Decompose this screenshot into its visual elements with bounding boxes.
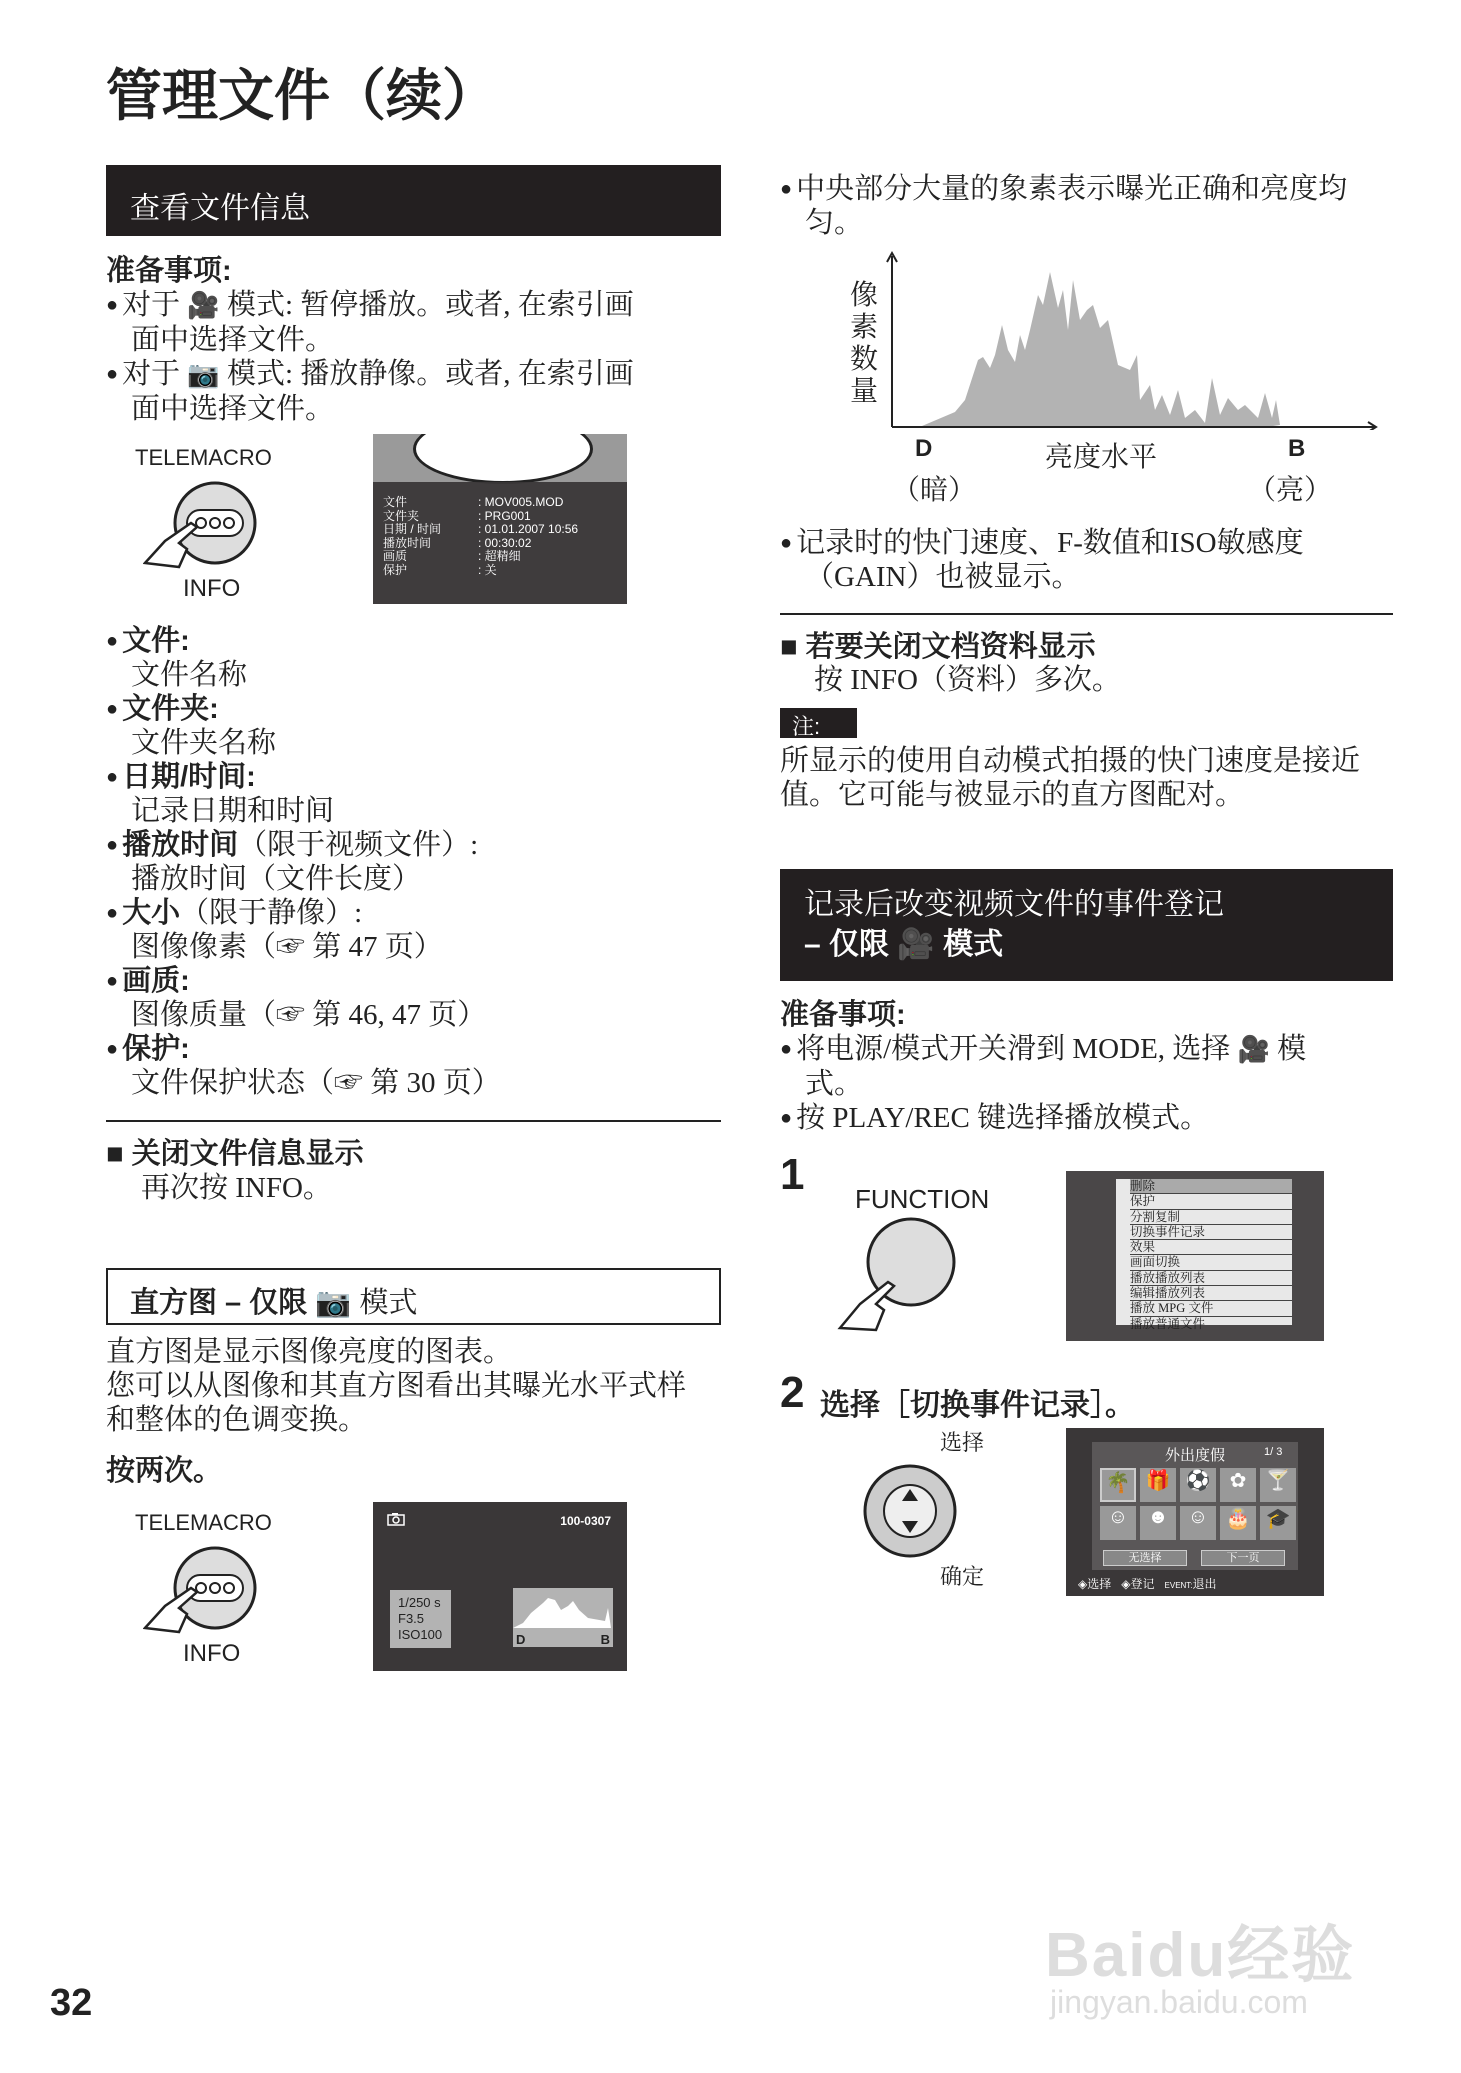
event-register-screen (1066, 1428, 1324, 1596)
item-term: ● 文件: (106, 624, 501, 658)
video-camera-icon: 🎥 (1237, 1035, 1270, 1064)
telemacro-label: TELEMACRO (135, 1510, 272, 1535)
event-title: 外出度假 (1164, 1448, 1225, 1464)
divider (780, 613, 1393, 615)
histogram-screen (373, 1502, 627, 1671)
item-desc: 文件夹名称 (131, 727, 277, 759)
close-display-desc: 按 INFO（资料）多次。 (814, 664, 1121, 696)
item-desc: 文件保护状态（☞ 第 30 页） (131, 1067, 501, 1099)
video-camera-icon: 🎥 (187, 291, 220, 320)
label: 文件 (383, 495, 408, 509)
note-line: 所显示的使用自动模式拍摄的快门速度是接近 (780, 745, 1361, 777)
item-desc: 记录日期和时间 (131, 795, 335, 827)
value: : 关 (478, 562, 497, 577)
graduate-icon[interactable]: 🎓 (1260, 1506, 1296, 1540)
histogram-diagram (840, 250, 1380, 506)
next-page-button[interactable]: 下一页 (1201, 1550, 1285, 1566)
file-info-screen (373, 434, 627, 604)
file-info-items (106, 624, 501, 1100)
item-desc: 图像像素（☞ 第 47 页） (131, 931, 443, 963)
note-label: 注: (780, 708, 857, 738)
item-term: 大小 (122, 897, 181, 929)
telemacro-label: TELEMACRO (135, 445, 272, 470)
dark-label: D (915, 435, 933, 462)
footer-exit: 退出 (1192, 1577, 1217, 1591)
prep-list (106, 288, 634, 426)
y-axis-label: 像素数量 (850, 280, 879, 407)
info-button-illustration (133, 1510, 293, 1670)
menu-item[interactable]: 分割复制 (1130, 1210, 1292, 1225)
camera-icon (387, 1512, 405, 1526)
info-label: INFO (183, 1640, 241, 1667)
section-header-event (780, 869, 1393, 981)
bullet-line: ● 中央部分大量的象素表示曝光正确和亮度均 (780, 172, 1347, 206)
section-header-histogram (106, 1268, 721, 1325)
menu-item[interactable]: 播放播放列表 (1130, 1271, 1292, 1286)
close-info-desc: 再次按 INFO。 (141, 1172, 332, 1204)
para-line: 您可以从图像和其直方图看出其曝光水平式样 (106, 1370, 687, 1402)
menu-item[interactable]: 画面切换 (1130, 1255, 1292, 1270)
label: 保护 (383, 562, 408, 577)
prep-list (780, 1032, 1306, 1135)
function-label: FUNCTION (855, 1184, 990, 1214)
prep-text: 对于 (122, 358, 181, 390)
step-number: 1 (780, 1150, 805, 1199)
x-axis-label: 亮度水平 (1045, 442, 1158, 473)
step-number: 2 (780, 1368, 805, 1417)
histogram-paragraph (106, 1335, 686, 1437)
histogram-area (922, 272, 1280, 426)
header-text: 记录后改变视频文件的事件登记 (804, 888, 1224, 921)
joystick-icon[interactable] (862, 1463, 958, 1559)
flowers-icon[interactable]: ✿ (1220, 1468, 1256, 1502)
header-text: 直方图 – 仅限 (130, 1287, 308, 1319)
close-display-title: ■ 若要关闭文档资料显示 (780, 630, 1096, 664)
info-button-icon (143, 479, 263, 571)
info-button-icon (143, 1544, 263, 1636)
bullet-recorded-info (780, 526, 1304, 594)
value: : MOV005.MOD (478, 495, 564, 509)
prep-text: 将电源/模式开关滑到 MODE, 选择 (796, 1033, 1231, 1065)
item-term: ● 画质: (106, 964, 501, 998)
prep-text: 模 (1269, 1033, 1307, 1065)
prep-text: 式。 (805, 1068, 864, 1100)
dark-note: （暗） (892, 475, 977, 506)
bullet-line: ● 记录时的快门速度、F-数值和ISO敏感度 (780, 526, 1304, 560)
prep-text: 模式: 暂停播放。或者, 在索引画 (219, 289, 634, 321)
divider (106, 1120, 721, 1122)
step2-text: 选择［切换事件记录］。 (820, 1389, 1135, 1422)
label: 播放时间 (383, 535, 432, 550)
item-desc: 图像质量（☞ 第 46, 47 页） (131, 999, 487, 1031)
select-label: 选择 (940, 1430, 985, 1455)
header-text: 查看文件信息 (130, 192, 310, 225)
prep-text: 模式: 播放静像。或者, 在索引画 (219, 358, 634, 390)
soccer-icon[interactable]: ⚽ (1180, 1468, 1216, 1502)
value: : 01.01.2007 10:56 (478, 522, 579, 536)
info-button-illustration (133, 445, 293, 605)
screen-footer: ◈选择 ◈登记 EVENT:退出 (1078, 1577, 1217, 1591)
function-button-icon[interactable] (836, 1216, 960, 1336)
press-twice: 按两次。 (106, 1455, 223, 1487)
item-desc: 文件名称 (131, 659, 248, 691)
function-menu-screen (1066, 1171, 1324, 1341)
item-term: ● 日期/时间: (106, 760, 501, 794)
menu-item[interactable]: 删除 (1130, 1179, 1292, 1194)
cake-icon[interactable]: 🎂 (1220, 1506, 1256, 1540)
footer-event: EVENT: (1164, 1581, 1193, 1590)
aperture: F3.5 (398, 1611, 425, 1626)
watermark-url: jingyan.baidu.com (1050, 1984, 1308, 2020)
header-text: 模式 (359, 1287, 418, 1319)
gift-icon[interactable]: 🎁 (1140, 1468, 1176, 1502)
prep-text: ● 按 PLAY/REC 键选择播放模式。 (780, 1101, 1306, 1135)
item-term: ● 保护: (106, 1032, 501, 1066)
item-note: （限于视频文件）: (238, 829, 479, 861)
bullet-line: （GAIN）也被显示。 (805, 561, 1081, 593)
menu-item[interactable]: 播放普通文件 (1130, 1316, 1206, 1331)
page-title: 管理文件（续） (106, 64, 498, 127)
menu-item[interactable]: 效果 (1130, 1240, 1292, 1255)
bright-note: （亮） (1248, 475, 1333, 506)
screen-values (478, 496, 578, 577)
para-line: 和整体的色调变换。 (106, 1404, 368, 1436)
value: : 00:30:02 (478, 535, 532, 550)
value: : PRG001 (478, 508, 531, 523)
value: : 超精细 (478, 549, 521, 563)
para-line: 直方图是显示图像亮度的图表。 (106, 1336, 513, 1368)
prep-text: 面中选择文件。 (131, 324, 335, 356)
video-camera-icon: 🎥 (897, 928, 935, 961)
note-line: 值。它可能与被显示的直方图配对。 (780, 779, 1245, 811)
bullet-line: 匀。 (805, 207, 864, 239)
page-indicator: 1/ 3 (1264, 1446, 1283, 1458)
prep-label: 准备事项: (106, 255, 232, 287)
prep-label: 准备事项: (780, 999, 906, 1031)
baby-icon[interactable]: ☺ (1100, 1506, 1136, 1540)
item-term: ● 文件夹: (106, 692, 501, 726)
camera-icon: 📷 (315, 1287, 352, 1319)
info-label: INFO (183, 575, 241, 602)
menu-item[interactable]: 编辑播放列表 (1130, 1286, 1292, 1301)
label: 文件夹 (383, 508, 420, 523)
label: 画质 (383, 549, 408, 563)
note-text (780, 744, 1360, 812)
page-number: 32 (50, 1982, 93, 2024)
prep-text: 面中选择文件。 (131, 393, 335, 425)
camera-icon: 📷 (187, 360, 220, 389)
item-note: （限于静像）: (180, 897, 363, 929)
shutter: 1/250 s (398, 1595, 441, 1610)
screen-labels (383, 496, 441, 577)
footer-select: 选择 (1087, 1577, 1112, 1591)
header-text: 模式 (943, 928, 1004, 961)
girl-icon[interactable]: ☺ (1180, 1506, 1216, 1540)
label: 日期 / 时间 (383, 522, 442, 536)
hand-pointer-icon (840, 1282, 894, 1330)
file-number: 100-0307 (560, 1514, 611, 1528)
iso: ISO100 (398, 1627, 443, 1642)
confirm-label: 确定 (940, 1564, 985, 1589)
bullet-center-pixels (780, 172, 1347, 240)
dark-label: D (516, 1632, 526, 1647)
menu-item[interactable]: 保护 (1130, 1194, 1292, 1209)
item-term: 播放时间 (122, 829, 239, 861)
header-text: – 仅限 (804, 928, 890, 961)
boy-icon[interactable]: ☻ (1140, 1506, 1176, 1540)
histogram-chart (840, 250, 1380, 430)
prep-text: 对于 (122, 289, 181, 321)
footer-register: 登记 (1130, 1577, 1155, 1591)
event-icon-grid (1100, 1468, 1292, 1540)
palm-tree-icon[interactable]: 🌴 (1100, 1468, 1136, 1502)
no-selection-button[interactable]: 无选择 (1103, 1550, 1187, 1566)
item-desc: 播放时间（文件长度） (131, 863, 422, 895)
menu-item[interactable]: 切换事件记录 (1130, 1225, 1292, 1240)
close-info-title: ■ 关闭文件信息显示 (106, 1137, 364, 1171)
glasses-icon[interactable]: 🍸 (1260, 1468, 1296, 1502)
flower-image (413, 434, 593, 484)
histogram-shape (513, 1588, 613, 1630)
exposure-info (390, 1590, 451, 1648)
menu-item[interactable]: 播放 MPG 文件 (1130, 1301, 1292, 1316)
section-header-file-info (106, 165, 721, 236)
mini-histogram (513, 1588, 613, 1647)
bright-label: B (1288, 435, 1306, 462)
watermark-logo: Baidu经验 (1045, 1921, 1356, 1990)
bright-label: B (600, 1632, 610, 1647)
function-menu (1116, 1179, 1292, 1331)
